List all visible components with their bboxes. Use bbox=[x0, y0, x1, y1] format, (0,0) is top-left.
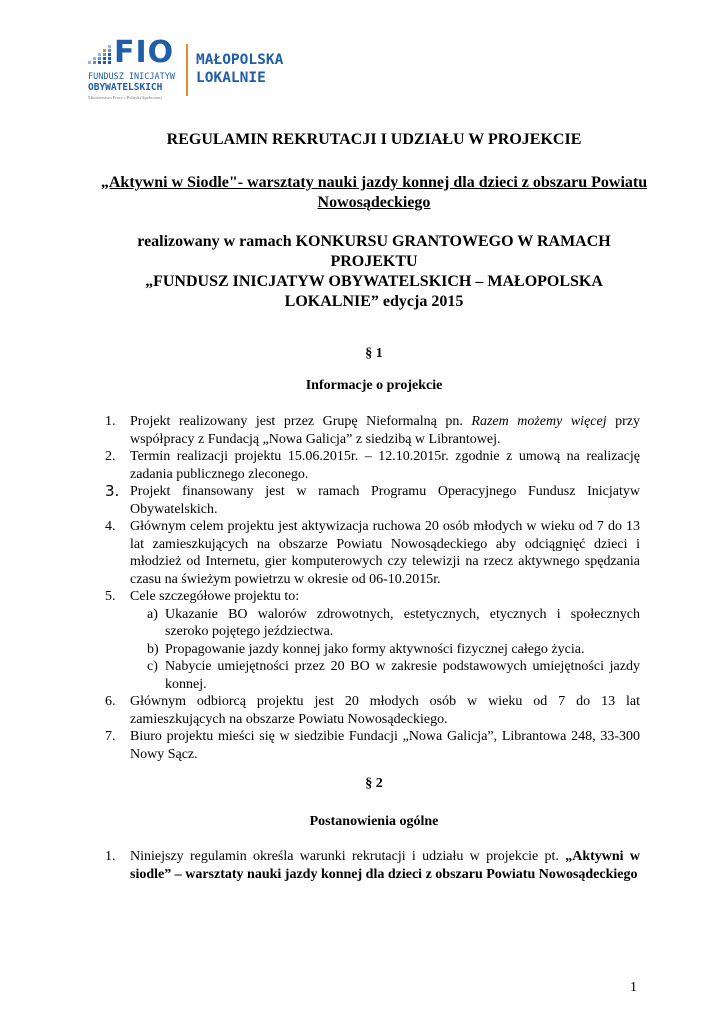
document-subtitle: „Aktywni w Siodle"- warsztaty nauki jazdy konnej dla dzieci z obszaru Powiatu Nowosądeckiego bbox=[100, 174, 648, 211]
subitem-text: Nabycie umiejętności przez 20 BO w zakresie podstawowych umiejętności jazdy konnej. bbox=[165, 659, 640, 692]
list-item bbox=[105, 728, 640, 763]
item-number: 7. bbox=[105, 729, 116, 744]
subitem-letter: c) bbox=[147, 659, 158, 674]
item-text: Niniejszy regulamin określa warunki rekrutacji i udziału w projekcie pt. bbox=[130, 849, 566, 864]
item-number: 4. bbox=[105, 519, 116, 534]
realized-line2: „FUNDUSZ INICJATYW OBYWATELSKICH – MAŁOPOLSKA LOKALNIE” edycja 2015 bbox=[145, 273, 603, 310]
item-number: 1. bbox=[105, 849, 116, 864]
logo bbox=[86, 35, 326, 104]
logo-line1: FUNDUSZ INICJATYW bbox=[88, 72, 175, 82]
subitem-letter: a) bbox=[147, 606, 158, 622]
list-item bbox=[105, 483, 640, 518]
item-text: Termin realizacji projektu 15.06.2015r. – 12.10.2015r. zgodnie z umową na realizację zadania publicznego zleconego. bbox=[130, 449, 640, 482]
logo-ministry: Ministerstwo Pracy i Polityki Społecznej bbox=[88, 95, 162, 100]
section1-heading: Informacje o projekcie bbox=[305, 378, 443, 393]
objectives-sublist bbox=[147, 606, 640, 694]
subitem-letter: b) bbox=[147, 641, 159, 657]
fio-bars-icon bbox=[86, 44, 114, 68]
logo-partner-line1: MAŁOPOLSKA bbox=[196, 52, 284, 68]
document-title: REGULAMIN REKRUTACJI I UDZIAŁU W PROJEKCIE bbox=[166, 131, 582, 148]
sublist-item bbox=[147, 641, 640, 659]
item-number: 5. bbox=[105, 589, 116, 604]
sublist-item bbox=[147, 606, 640, 641]
item-number: 1. bbox=[105, 414, 116, 429]
sublist-item bbox=[147, 658, 640, 693]
section1-list bbox=[105, 413, 640, 763]
item-text: przy współpracy z Fundacją „Nowa Galicja” z siedzibą w Librantowej. bbox=[130, 414, 640, 447]
item-number: 3. bbox=[105, 482, 120, 500]
item-number: 6. bbox=[105, 694, 116, 709]
item-text: Projekt realizowany jest przez Grupę Nieformalną pn. bbox=[130, 414, 472, 429]
group-name: Razem możemy więcej bbox=[471, 414, 607, 429]
list-item bbox=[105, 518, 640, 588]
section2-number: § 2 bbox=[365, 776, 383, 791]
logo-line2: OBYWATELSKICH bbox=[88, 82, 163, 93]
subitem-text: Ukazanie BO walorów zdrowotnych, estetycznych, etycznych i społecznych szeroko pojętego jeździectwa. bbox=[165, 606, 640, 639]
page-number: 1 bbox=[630, 980, 637, 995]
item-text: Głównym odbiorcą projektu jest 20 młodych osób w wieku od 7 do 13 lat zamieszkujących na obszarze Powiatu Nowosądeckiego. bbox=[130, 694, 640, 727]
logo-fio-text: FIO bbox=[114, 35, 175, 70]
logo-partner-line2: LOKALNIE bbox=[196, 70, 266, 86]
list-item bbox=[105, 448, 640, 483]
item-number: 2. bbox=[105, 449, 116, 464]
list-item bbox=[105, 588, 640, 606]
list-item bbox=[105, 413, 640, 448]
item-text: Cele szczegółowe projektu to: bbox=[130, 589, 300, 604]
item-text: Biuro projektu mieści się w siedzibie Fundacji „Nowa Galicja”, Librantowa 248, 33-300 Nowy Sącz. bbox=[130, 729, 640, 762]
realized-statement bbox=[100, 232, 648, 312]
logo-divider bbox=[186, 44, 188, 96]
list-item bbox=[105, 693, 640, 728]
section2-list bbox=[105, 848, 640, 883]
section1-number: § 1 bbox=[365, 346, 383, 361]
list-item bbox=[105, 848, 640, 883]
item-text: Projekt finansowany jest w ramach Programu Operacyjnego Fundusz Inicjatyw Obywatelskich. bbox=[130, 484, 640, 517]
realized-line1: realizowany w ramach KONKURSU GRANTOWEGO W RAMACH PROJEKTU bbox=[137, 233, 611, 270]
section2-heading: Postanowienia ogólne bbox=[309, 814, 439, 829]
project-name: „Aktywni w siodle” – warsztaty nauki jazdy konnej dla dzieci z obszaru Powiatu Nowosądeckiego bbox=[130, 849, 640, 882]
subitem-text: Propagowanie jazdy konnej jako formy aktywności fizycznej całego życia. bbox=[165, 641, 585, 657]
item-text: Głównym celem projektu jest aktywizacja ruchowa 20 osób młodych w wieku od 7 do 13 lat zamieszkujących na obszarze Powiatu Nowosądeckiego aby odciągnięć dzieci i młodzież od Internetu, gier komputerowych czy telewizji na rzecz aktywnego spędzania czasu na świeżym powietrzu w okresie od 06-10.2015r. bbox=[130, 519, 640, 587]
